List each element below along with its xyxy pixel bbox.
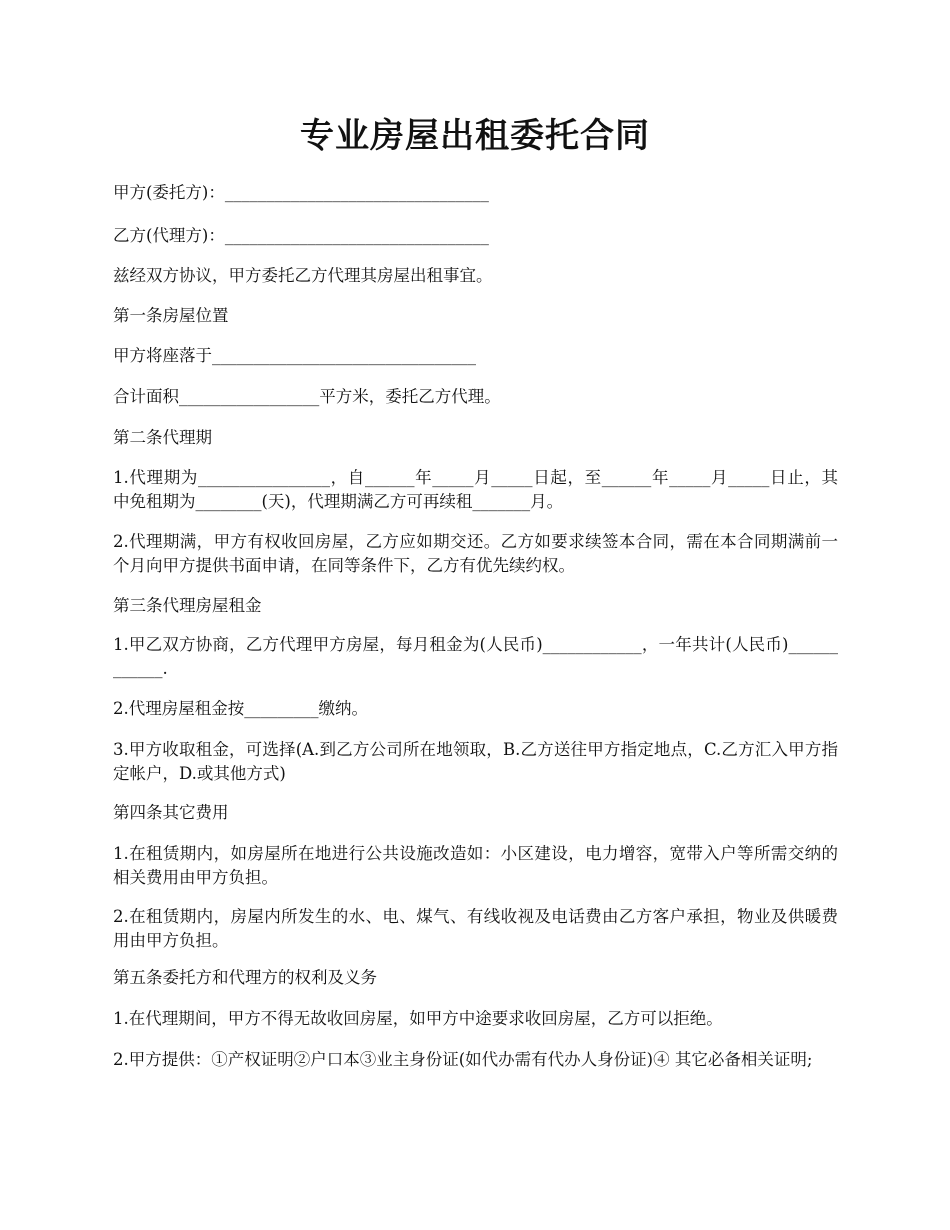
agreement-intro: 兹经双方协议，甲方委托乙方代理其房屋出租事宜。 bbox=[113, 266, 493, 285]
property-location-line: 甲方将座落于________________________________ bbox=[113, 346, 476, 365]
no-early-recovery-clause: 1.在代理期间，甲方不得无故收回房屋，如甲方中途要求收回房屋，乙方可以拒绝。 bbox=[113, 1009, 723, 1028]
document-title: 专业房屋出租委托合同 bbox=[300, 116, 650, 156]
article-2-heading: 第二条代理期 bbox=[113, 428, 212, 447]
public-facility-fee-clause: 1.在租赁期内，如房屋所在地进行公共设施改造如：小区建设，电力增容，宽带入户等所需交纳的相关费用由甲方负担。 bbox=[113, 844, 838, 887]
article-1-heading: 第一条房屋位置 bbox=[113, 306, 229, 325]
rent-collection-clause: 3.甲方收取租金，可选择(A.到乙方公司所在地领取，B.乙方送往甲方指定地点，C.乙方汇入甲方指定帐户，D.或其他方式) bbox=[113, 740, 838, 783]
article-5-heading: 第五条委托方和代理方的权利及义务 bbox=[113, 968, 377, 987]
utility-fee-clause: 2.在租赁期内，房屋内所发生的水、电、煤气、有线收视及电话费由乙方客户承担，物业及供暖费用由甲方负担。 bbox=[113, 907, 838, 950]
article-3-heading: 第三条代理房屋租金 bbox=[113, 596, 262, 615]
agency-period-clause: 1.代理期为________________，自______年_____月_____日起，至______年_____月_____日止，其中免租期为________(天)，代理期满乙方可再续租_______月。 bbox=[113, 468, 838, 511]
article-4-heading: 第四条其它费用 bbox=[113, 803, 229, 822]
party-b-line: 乙方(代理方)：________________________________ bbox=[113, 226, 489, 245]
agency-expiry-clause: 2.代理期满，甲方有权收回房屋，乙方应如期交还。乙方如要求续签本合同，需在本合同期满前一个月向甲方提供书面申请，在同等条件下，乙方有优先续约权。 bbox=[113, 532, 838, 575]
documents-required-clause: 2.甲方提供：①产权证明②户口本③业主身份证(如代办需有代办人身份证)④ 其它必备相关证明; bbox=[113, 1050, 813, 1069]
party-a-line: 甲方(委托方)：________________________________ bbox=[113, 183, 489, 202]
property-area-line: 合计面积_________________平方米，委托乙方代理。 bbox=[113, 387, 501, 406]
rent-amount-clause: 1.甲乙双方协商，乙方代理甲方房屋，每月租金为(人民币)____________，一年共计(人民币)____________. bbox=[113, 635, 838, 678]
rent-payment-clause: 2.代理房屋租金按_________缴纳。 bbox=[113, 699, 368, 718]
